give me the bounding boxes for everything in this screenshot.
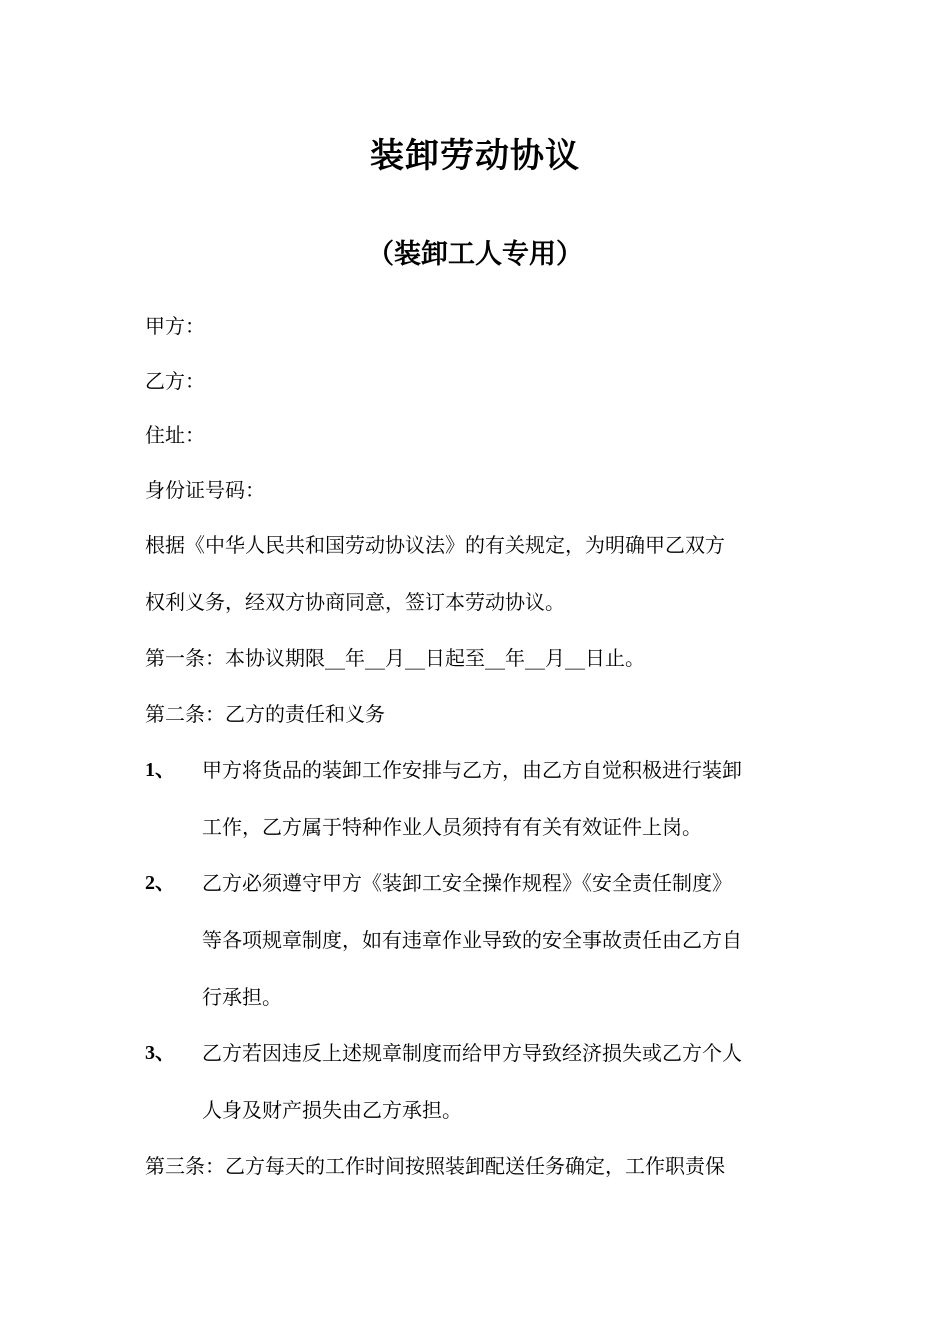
article-3: 第三条：乙方每天的工作时间按照装卸配送任务确定，工作职责保 bbox=[145, 1154, 725, 1178]
list-item-line: 等各项规章制度，如有违章作业导致的安全事故责任由乙方自 bbox=[202, 928, 742, 952]
document-title: 装卸劳动协议 bbox=[370, 136, 580, 176]
list-item-line: 甲方将货品的装卸工作安排与乙方，由乙方自觉积极进行装卸 bbox=[202, 758, 742, 782]
list-number: 1、 bbox=[145, 759, 175, 781]
preamble-line: 根据《中华人民共和国劳动协议法》的有关规定，为明确甲乙双方 bbox=[145, 533, 725, 557]
list-number: 3、 bbox=[145, 1042, 175, 1064]
list-number: 2、 bbox=[145, 872, 175, 894]
party-a-field: 甲方： bbox=[145, 314, 205, 338]
list-item-line: 乙方若因违反上述规章制度而给甲方导致经济损失或乙方个人 bbox=[202, 1041, 742, 1065]
preamble-line: 权利义务，经双方协商同意，签订本劳动协议。 bbox=[145, 590, 565, 614]
party-b-field: 乙方： bbox=[145, 369, 205, 393]
list-item-line: 人身及财产损失由乙方承担。 bbox=[202, 1098, 462, 1122]
id-number-field: 身份证号码： bbox=[145, 478, 265, 502]
address-field: 住址： bbox=[145, 423, 205, 447]
list-item-line: 乙方必须遵守甲方《装卸工安全操作规程》《安全责任制度》 bbox=[202, 871, 732, 895]
list-item-line: 工作，乙方属于特种作业人员须持有有关有效证件上岗。 bbox=[202, 815, 702, 839]
list-item-line: 行承担。 bbox=[202, 985, 282, 1009]
article-2-heading: 第二条：乙方的责任和义务 bbox=[145, 702, 385, 726]
article-1: 第一条：本协议期限__年__月__日起至__年__月__日止。 bbox=[145, 646, 645, 670]
document-subtitle: （装卸工人专用） bbox=[367, 239, 583, 270]
